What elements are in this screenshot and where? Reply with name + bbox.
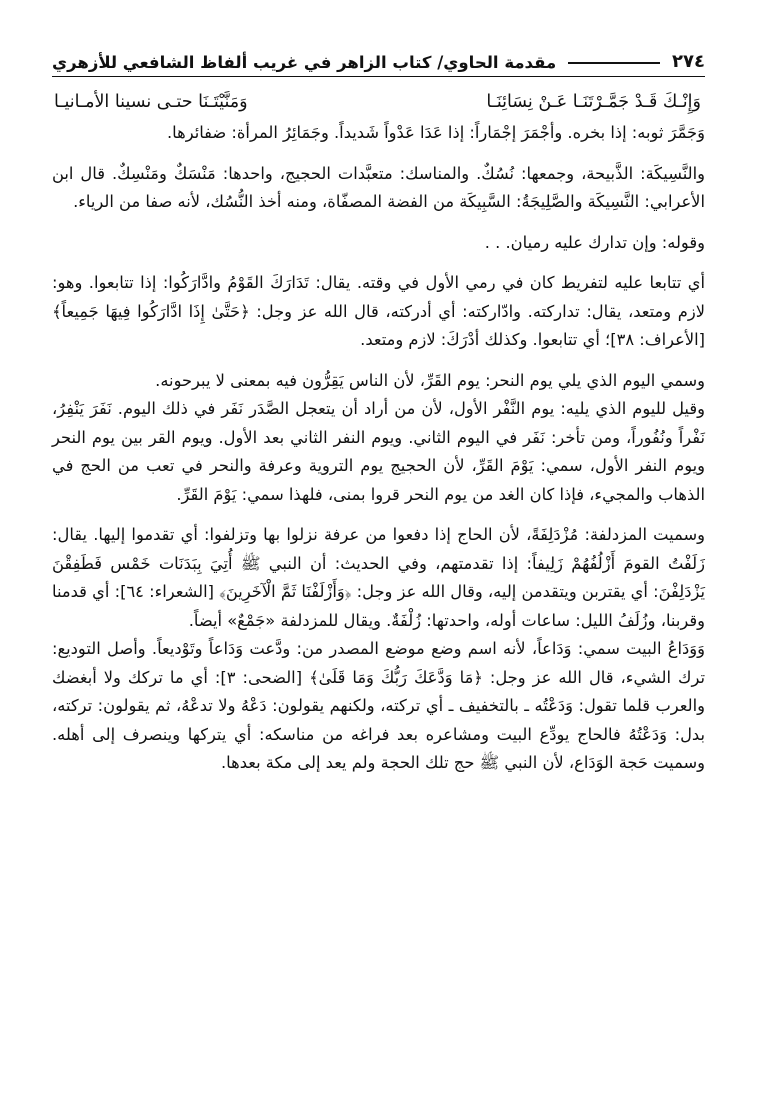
verse-hemistich-first: وَإِنْـكَ قَـدْ جَمَّـرْتَنَـا عَـنْ نِسَائِنَـا (486, 92, 701, 112)
paragraph-nafr: وقيل لليوم الذي يليه: يوم النَّفْر الأول، لأن من أراد أن يتعجل الصَّدَر نَفَر في ذلك اليوم. نَفَرَ يَنْفِرُ، نَفْراً ونُفُوراً، ومن تأخر: نَفَر في اليوم الثاني. ويوم النفر الثاني بعد الأول. ويوم القر بين يوم النحر ويوم النفر الأول، سمي: يَوْمَ القَرِّ، لأن الحجيج يوم التروية وعرفة والنحر في تعب من الحج في الذهاب والمجيء، فإذا كان الغد من يوم النحر قروا بمنى، فلهذا سمي: يَوْمَ القَرِّ. (52, 399, 705, 504)
paragraph-muzdalifa: وسميت المزدلفة: مُزْدَلِفَةً، لأن الحاج إذا دفعوا من عرفة نزلوا بها وتزلفوا: أي تقدموا إليها. يقال: زَلَفْتُ القومَ أَزْلُفُهُمْ زَلِيفاً: إذا تقدمتهم، وفي الحديث: أن النبي ﷺ أُتِيَ بِبَدَنَات خَمْس فَطَفِقْنَ يَزْدَلِفْنَ: أي يقتربن ويتقدمن إليه، وقال الله عز وجل: ﴿وَأَزْلَفْنَا ثَمَّ الْآخَرِينَ﴾ [الشعراء: ٦٤]: أي قدمنا وقربنا، وزُلَفُ الليل: ساعات أوله، واحدتها: زُلْفَةٌ. ويقال للمزدلفة «جَمْعٌ» أيضاً. (52, 525, 705, 630)
paragraph-quote-ramyan: وقوله: وإن تدارك عليه رميان. . . (484, 232, 705, 252)
running-header (52, 40, 705, 72)
paragraph-wada: وَوَدَاعُ البيت سمي: وَدَاعاً، لأنه اسم وضع موضع المصدر من: ودَّعت وَدَاعاً وتَوْديعاً. وأصل التوديع: ترك الشيء، قال الله عز وجل: ﴿مَا وَدَّعَكَ رَبُّكَ وَمَا قَلَىٰ﴾ [الضحى: ٣]: أي ما تركك ولا أبغضك والعرب قلما تقول: وَدَعْتُه ـ بالتخفيف ـ أي تركته، ولكنهم يقولون: دَعْهُ ولا تدعْهُ، ثم يقولون: تركته، بدل: وَدَعْتُهُ فالحاج يودِّع البيت ومشاعره بعد فراغه من مناسكه: أي يتركها وينصرف إلى أهله. وسميت حَجة الوَدَاع، لأن النبي ﷺ حج تلك الحجة ولم يعد إلى مكة بعدها. (52, 639, 705, 772)
paragraph-tadaraka: أي تتابعا عليه لتفريط كان في رمي الأول في وقته. يقال: تَدَارَكَ القَوْمُ وادَّارَكُوا: إذا تتابعوا. وهو: لازم ومتعد، يقال: تداركته. وادّاركته: أي أدركته، قال الله عز وجل: ﴿حَتَّىٰ إِذَا ادَّارَكُوا فِيهَا جَمِيعاً﴾ [الأعراف: ٣٨]؛ أي تتابعوا. وكذلك أدْرَكَ: لازم ومتعد. (52, 273, 705, 349)
paragraph-jammara: وَجَمَّرَ ثوبه: إذا بخره. وأجْمَرَ إجْمَاراً: إذا عَدَا عَدْواً شَديداً. وجَمَائِرُ المرأة: ضفائرها. (166, 123, 705, 142)
verse-hemistich-second: وَمَنَّيْتَـنَا حتـى نسينا الأمـانيـا (54, 92, 248, 112)
header-divider (52, 76, 705, 77)
header-rule (568, 62, 660, 64)
running-title: مقدمة الحاوي/ كتاب الزاهر في غريب ألفاظ الشافعي للأزهري (52, 53, 557, 72)
body-text (52, 119, 705, 778)
paragraph-nasika: والنَّسِيكَة: الذَّبيحة، وجمعها: نُسُكٌ. والمناسك: متعبَّدات الحجيج، واحدها: مَنْسَكٌ ومَنْسِكٌ. قال ابن الأعرابي: النَّسِيكَة والصَّلِيجَةُ: السَّبِيكَة من الفضة المصفّاة، ومنه أخذ النُّسُك، لأنه صفا من الرياء. (52, 163, 705, 211)
paragraph-yawm-alqarr: وسمي اليوم الذي يلي يوم النحر: يوم القَرِّ، لأن الناس يَقِرُّون فيه بمعنى لا يبرحونه. (155, 370, 705, 390)
page-number: ٢٧٤ (672, 51, 705, 72)
poetry-verse (52, 85, 705, 119)
